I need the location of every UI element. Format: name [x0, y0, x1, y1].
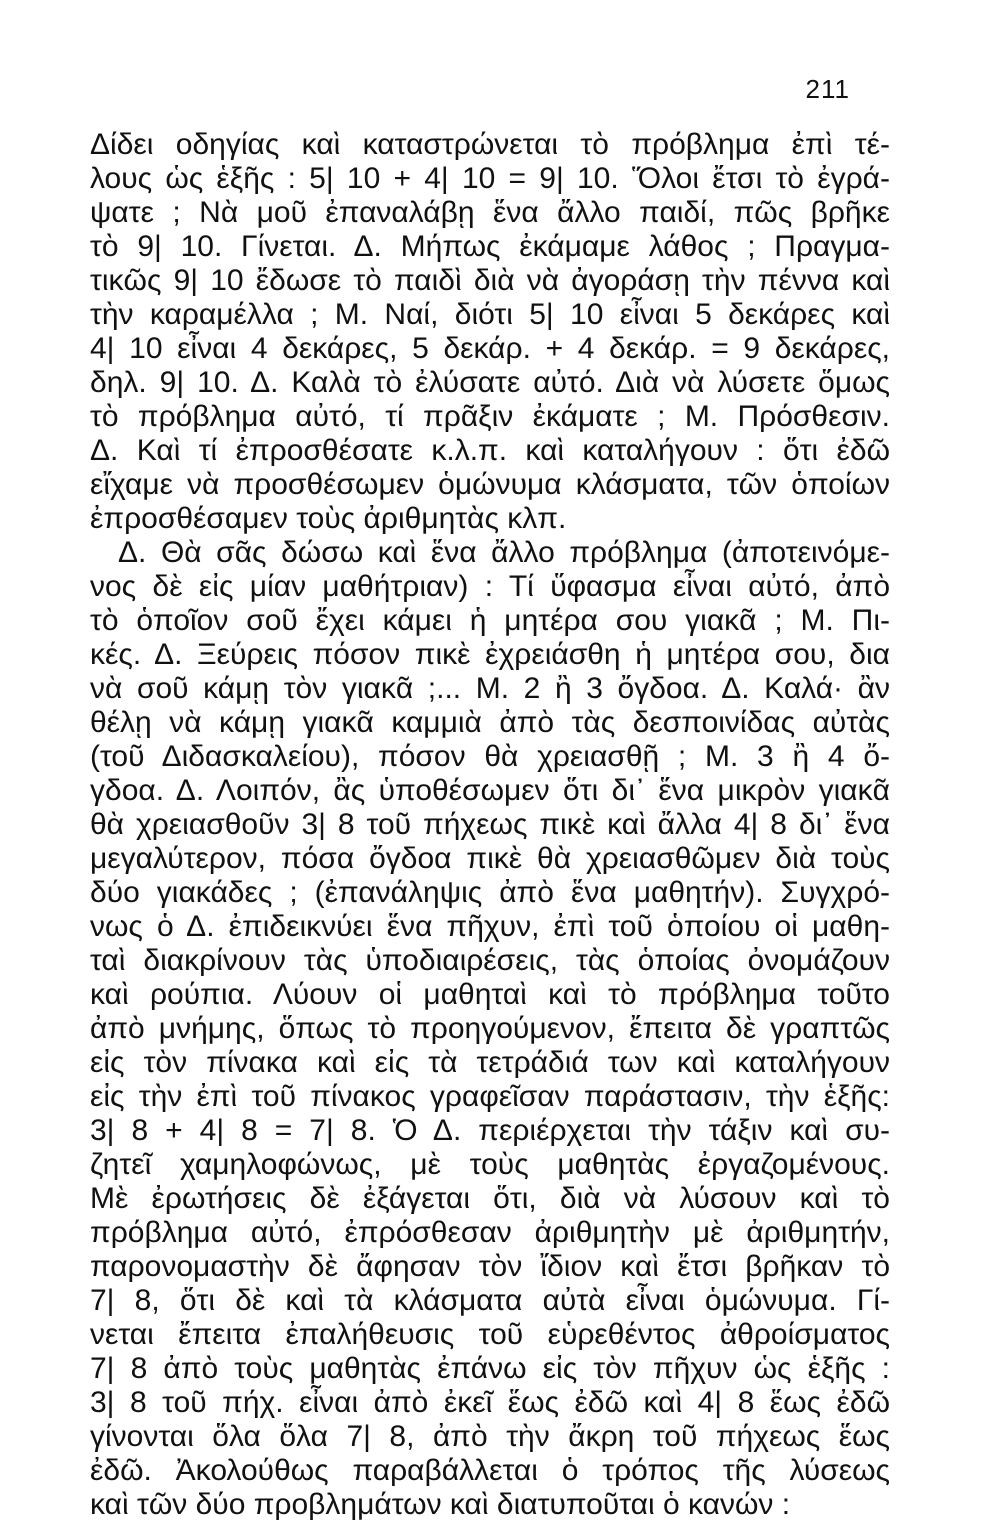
text-line: γίνονται ὅλα ὅλα 7| 8, ἀπὸ τὴν ἄκρη τοῦ πήχεως ἕως — [90, 1420, 890, 1453]
text-line: εἰς τὴν ἐπὶ τοῦ πίνακος γραφεῖσαν παράστασιν, τὴν ἑξῆς: — [90, 1080, 890, 1113]
text-line: μεγαλύτερον, πόσα ὄγδοα πικὲ θὰ χρειασθῶμεν διὰ τοὺς — [90, 842, 890, 875]
text-line: 4| 10 εἶναι 4 δεκάρες, 5 δεκάρ. + 4 δεκάρ. = 9 δεκάρες, — [90, 332, 890, 365]
text-line: ταὶ διακρίνουν τὰς ὑποδιαιρέσεις, τὰς ὁποίας ὀνομάζουν — [90, 944, 890, 977]
text-line: 3| 8 + 4| 8 = 7| 8. Ὁ Δ. περιέρχεται τὴν τάξιν καὶ συ- — [90, 1114, 890, 1147]
text-line: καὶ ρούπια. Λύουν οἱ μαθηταὶ καὶ τὸ πρόβλημα τοῦτο — [90, 978, 890, 1011]
text-line: 3| 8 τοῦ πήχ. εἶναι ἀπὸ ἐκεῖ ἕως ἐδῶ καὶ 4| 8 ἕως ἐδῶ — [90, 1386, 890, 1419]
text-line: ἀπὸ μνήμης, ὅπως τὸ προηγούμενον, ἔπειτα δὲ γραπτῶς — [90, 1012, 890, 1045]
text-line: κές. Δ. Ξεύρεις πόσον πικὲ ἐχρειάσθη ἡ μητέρα σου, δια — [90, 638, 890, 671]
text-line: καὶ τῶν δύο προβλημάτων καὶ διατυποῦται ὁ κανών : — [90, 1488, 791, 1521]
text-line: ἐδῶ. Ἀκολούθως παραβάλλεται ὁ τρόπος τῆς λύσεως — [90, 1454, 890, 1487]
text-line: ψατε ; Νὰ μοῦ ἐπαναλάβῃ ἕνα ἄλλο παιδί, πῶς βρῆκε — [90, 196, 890, 229]
body-text — [90, 128, 890, 1522]
text-line: δύο γιακάδες ; (ἐπανάληψις ἀπὸ ἕνα μαθητήν). Συγχρό- — [90, 876, 890, 909]
text-line: 7| 8 ἀπὸ τοὺς μαθητὰς ἐπάνω εἰς τὸν πῆχυν ὡς ἑξῆς : — [90, 1352, 890, 1385]
text-line: λους ὡς ἑξῆς : 5| 10 + 4| 10 = 9| 10. Ὅλοι ἔτσι τὸ ἐγρά- — [90, 162, 890, 195]
text-line: θὰ χρειασθοῦν 3| 8 τοῦ πήχεως πικὲ καὶ ἄλλα 4| 8 δι᾽ ἕνα — [90, 808, 890, 841]
text-line: νως ὁ Δ. ἐπιδεικνύει ἕνα πῆχυν, ἐπὶ τοῦ ὁποίου οἱ μαθη- — [90, 910, 890, 943]
text-line: γδοα. Δ. Λοιπόν, ἂς ὑποθέσωμεν ὅτι δι᾽ ἕνα μικρὸν γιακᾶ — [90, 774, 890, 807]
text-line: νεται ἔπειτα ἐπαλήθευσις τοῦ εὑρεθέντος ἀθροίσματος — [90, 1318, 890, 1351]
text-line: ζητεῖ χαμηλοφώνως, μὲ τοὺς μαθητὰς ἐργαζομένους. — [90, 1148, 890, 1181]
text-line: νὰ σοῦ κάμῃ τὸν γιακᾶ ;... Μ. 2 ἢ 3 ὄγδοα. Δ. Καλά· ἂν — [90, 672, 890, 705]
text-line: τὸ πρόβλημα αὐτό, τί πρᾶξιν ἐκάματε ; Μ. Πρόσθεσιν. — [90, 400, 890, 433]
text-line: τικῶς 9| 10 ἔδωσε τὸ παιδὶ διὰ νὰ ἀγοράσῃ τὴν πέννα καὶ — [90, 264, 890, 297]
text-line: εἰς τὸν πίνακα καὶ εἰς τὰ τετράδιά των καὶ καταλήγουν — [90, 1046, 890, 1079]
text-line: Δίδει οδηγίας καὶ καταστρώνεται τὸ πρόβλημα ἐπὶ τέ- — [90, 128, 890, 161]
text-line: τὸ 9| 10. Γίνεται. Δ. Μήπως ἐκάμαμε λάθος ; Πραγμα- — [90, 230, 890, 263]
text-line: παρονομαστὴν δὲ ἄφησαν τὸν ἴδιον καὶ ἔτσι βρῆκαν τὸ — [90, 1250, 890, 1283]
text-line: Δ. Καὶ τί ἐπροσθέσατε κ.λ.π. καὶ καταλήγουν : ὅτι ἐδῶ — [90, 434, 890, 467]
text-line: τὸ ὁποῖον σοῦ ἔχει κάμει ἡ μητέρα σου γιακᾶ ; Μ. Πι- — [90, 604, 890, 637]
text-line: εἴχαμε νὰ προσθέσωμεν ὁμώνυμα κλάσματα, τῶν ὁποίων — [90, 468, 890, 501]
text-line: Δ. Θὰ σᾶς δώσω καὶ ἕνα ἄλλο πρόβλημα (ἀποτεινόμε- — [118, 536, 890, 569]
text-line: δηλ. 9| 10. Δ. Καλὰ τὸ ἐλύσατε αὐτό. Διὰ νὰ λύσετε ὅμως — [90, 366, 890, 399]
text-line: πρόβλημα αὐτό, ἐπρόσθεσαν ἀριθμητὴν μὲ ἀριθμητήν, — [90, 1216, 890, 1249]
text-line: τὴν καραμέλλα ; Μ. Ναί, διότι 5| 10 εἶναι 5 δεκάρες καὶ — [90, 298, 890, 331]
text-line: νος δὲ εἰς μίαν μαθήτριαν) : Τί ὕφασμα εἶναι αὐτό, ἀπὸ — [90, 570, 890, 603]
page-number: 211 — [805, 74, 850, 104]
text-line: ἐπροσθέσαμεν τοὺς ἀριθμητὰς κλπ. — [90, 502, 567, 535]
text-line: θέλῃ νὰ κάμῃ γιακᾶ καμμιὰ ἀπὸ τὰς δεσποινίδας αὐτὰς — [90, 706, 890, 739]
text-line: (τοῦ Διδασκαλείου), πόσον θὰ χρειασθῇ ; Μ. 3 ἢ 4 ὄ- — [90, 740, 890, 773]
text-line: Μὲ ἐρωτήσεις δὲ ἐξάγεται ὅτι, διὰ νὰ λύσουν καὶ τὸ — [90, 1182, 890, 1215]
text-line: 7| 8, ὅτι δὲ καὶ τὰ κλάσματα αὐτὰ εἶναι ὁμώνυμα. Γί- — [90, 1284, 890, 1317]
